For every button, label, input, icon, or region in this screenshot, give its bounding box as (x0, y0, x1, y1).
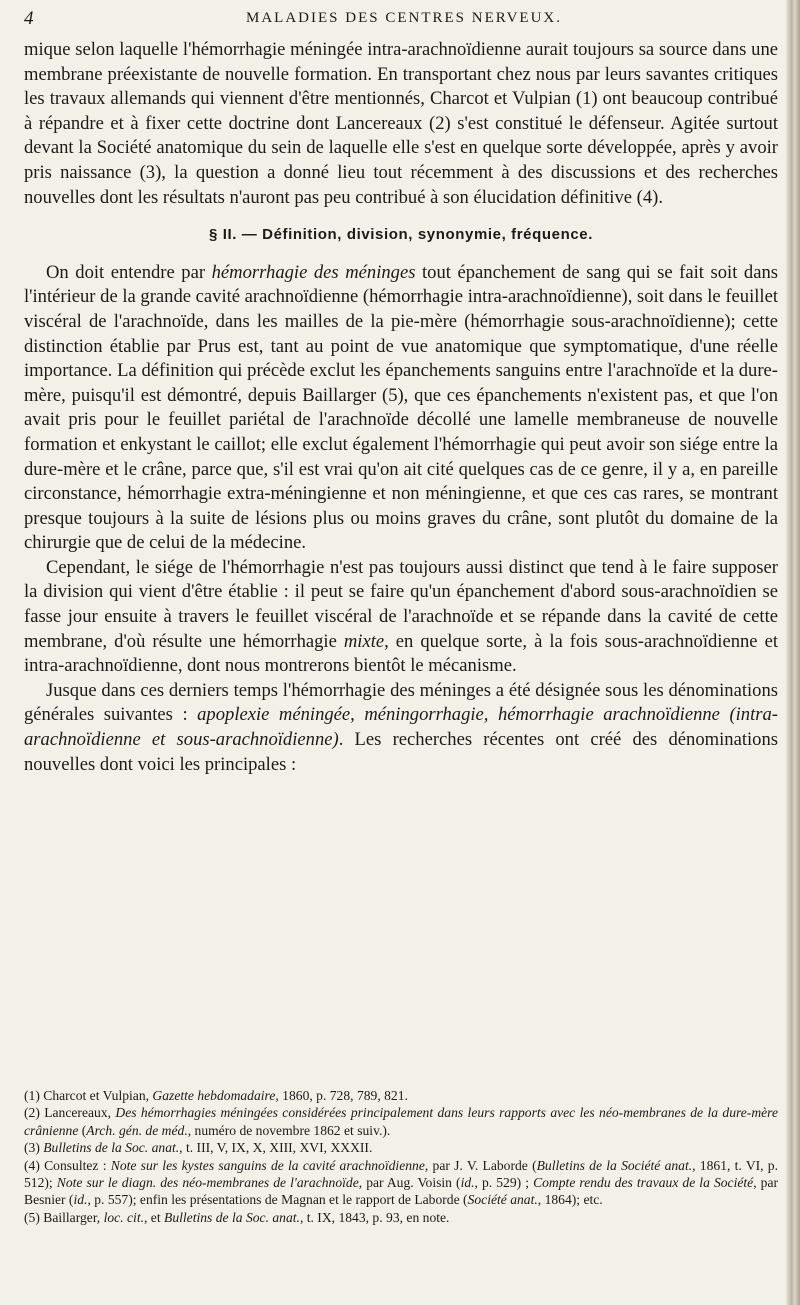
paragraph-3-term: mixte (343, 630, 385, 652)
footnote-5-loc: loc. cit. (103, 1209, 144, 1225)
footnote-4-title-c: Compte rendu des travaux de la Société (533, 1175, 754, 1191)
footnote-4-id-b: id. (73, 1192, 88, 1208)
footnote-1-ref: , 1860, p. 728, 789, 821. (275, 1088, 408, 1103)
page-edge (786, 0, 800, 1305)
paragraph-1: mique selon laquelle l'hémorrhagie méningée intra-arachnoïdienne aurait toujours sa source dans une membrane préexistante de nouvelle formation. En transportant chez nous par leurs savantes critiques les travaux allemands qui viennent d'être mentionnés, Charcot et Vulpian (1) ont beaucoup contribué à répandre et à fixer cette doctrine dont Lancereaux (2) s'est constitué le défenseur. Agitée surtout devant la Société anatomique du sein de laquelle elle s'est en quelque sorte développée, après y avoir pris naissance (3), la question a donné lieu tout récemment à des discussions et des recherches nouvelles dont les résultats n'auront pas peu contribué à son élucidation définitive (4). (24, 39, 778, 208)
footnote-5-journal: Bulletins de la Soc. anat. (164, 1209, 300, 1225)
footnote-1-title: Gazette hebdomadaire (152, 1088, 276, 1103)
footnote-4-title-a: Note sur les kystes sanguins de la cavité arachnoïdienne (110, 1157, 425, 1173)
paragraph-2-text-b: tout épanchement de sang qui se fait soit dans l'intérieur de la grande cavité arachnoïdienne (hémorrhagie intra-arachnoïdienne), soit dans le feuillet viscéral de l'arachnoïde, dans les mailles de la pie-mère (hémorrhagie sous-arachnoïdienne); cette distinction établie par Prus est, tant au point de vue anatomique que symptomatique, d'une réelle importance. La définition qui précède exclut les épanchements sanguins entre l'arachnoïde et la dure-mère, puisqu'il est démontré, depuis Baillarger (5), que ces épanchements n'existent pas, et que l'on avait pris pour le feuillet pariétal de l'arachnoïde décollé une lamelle membraneuse de nouvelle formation et enkystant le caillot; elle exclut également l'hémorrhagie qui peut avoir son siége entre la dure-mère et le crâne, parce que, s'il est vrai qu'on ait cité quelques cas de ce genre, il y a, en pareille circonstance, hémorrhagie extra-méningienne et non méningienne, et que ces cas rares, se montrant presque toujours à la suite de lésions plus ou moins graves du crâne, sont plutôt du domaine de la chirurgie que de celui de la médecine. (24, 261, 779, 554)
footnote-4-text-d: , par Aug. Voisin ( (358, 1175, 461, 1191)
footnote-2-title: Des hémorrhagies méningées considérées principalement dans leurs rapports avec les néo-membranes de la dure-mère crânienne (24, 1105, 779, 1138)
footnote-4-title-b: Note sur le diagn. des néo-membranes de l'arachnoïde (56, 1175, 359, 1191)
page-number: 4 (24, 8, 34, 29)
paragraph-2-term: hémorrhagie des méninges (211, 261, 416, 283)
running-head (24, 8, 784, 34)
footnote-2-ref: , numéro de novembre 1862 et suiv.). (187, 1122, 391, 1138)
footnote-3-num: (3) (24, 1140, 44, 1156)
paragraph-3-text-b: , en quelque sorte, à la fois sous-arachnoïdienne et intra-arachnoïdienne, dont nous montrerons bientôt le mécanisme. (24, 630, 778, 677)
footnote-3 (24, 1139, 778, 1156)
footnote-4-text-b: , par J. V. Laborde ( (424, 1157, 537, 1173)
footnote-4-text-a: (4) Consultez : (24, 1157, 111, 1173)
footnote-4-text-h: , 1864); etc. (537, 1192, 603, 1208)
footnotes (24, 1087, 778, 1226)
footnote-4-text-f: , par Besnier ( (24, 1175, 778, 1208)
footnote-4-journal-a: Bulletins de la Société anat. (536, 1157, 693, 1173)
footnote-4-text-g: , p. 557); enfin les présentations de Magnan et le rapport de Laborde ( (87, 1192, 468, 1208)
footnote-5-ref: , t. IX, 1843, p. 93, en note. (299, 1209, 450, 1225)
footnote-5 (24, 1209, 778, 1226)
footnote-5-text-b: , et (144, 1209, 165, 1225)
paragraph-3 (24, 556, 778, 679)
paragraph-2 (24, 261, 778, 556)
footnote-5-text-a: (5) Baillarger, (24, 1209, 104, 1225)
running-title: MALADIES DES CENTRES NERVEUX. (246, 10, 562, 26)
paragraph-4 (24, 679, 778, 777)
footnote-4-journal-b: Société anat. (467, 1192, 538, 1208)
paragraph-4-text-a: Jusque dans ces derniers temps l'hémorrhagie des méninges a été désignée sous les dénominations générales suivantes : (24, 679, 778, 726)
paragraph-3-text-a: Cependant, le siége de l'hémorrhagie n'est pas toujours aussi distinct que tend à le faire supposer la division qui vient d'être établie : il peut se faire qu'un épanchement d'abord sous-arachnoïdien se fasse jour ensuite à travers le feuillet viscéral de l'arachnoïde et se répande dans la cavité de cette membrane, d'où résulte une hémorrhagie (24, 556, 778, 652)
footnote-1 (24, 1087, 778, 1104)
footnote-2 (24, 1104, 778, 1139)
footnote-2-text: (2) Lancereaux, (24, 1105, 116, 1121)
paragraph-4-text-b: . Les recherches récentes ont créé des dénominations nouvelles dont voici les principales : (24, 729, 778, 775)
section-heading: § II. — Définition, division, synonymie, fréquence. (208, 226, 593, 244)
footnote-4-text-c: , 1861, t. VI, p. 512); (24, 1157, 779, 1191)
footnote-1-text: (1) Charcot et Vulpian, (24, 1088, 153, 1103)
footnote-3-ref: , t. III, V, IX, X, XIII, XVI, XXXII. (179, 1140, 373, 1156)
footnote-4 (24, 1157, 778, 1209)
paragraph-2-text-a: On doit entendre par (46, 261, 212, 283)
footnote-4-id-a: id. (460, 1175, 475, 1191)
footnote-3-title: Bulletins de la Soc. anat. (43, 1140, 180, 1156)
body-text (24, 38, 778, 777)
footnote-2-journal: Arch. gén. de méd. (86, 1122, 188, 1138)
footnote-4-text-e: , p. 529) ; (474, 1175, 534, 1191)
footnote-2-sep: ( (78, 1122, 87, 1138)
paragraph-4-terms: apoplexie méningée, méningorrhagie, hémorrhagie arachnoïdienne (intra-arachnoïdienne et sous-arachnoïdienne) (24, 704, 778, 751)
